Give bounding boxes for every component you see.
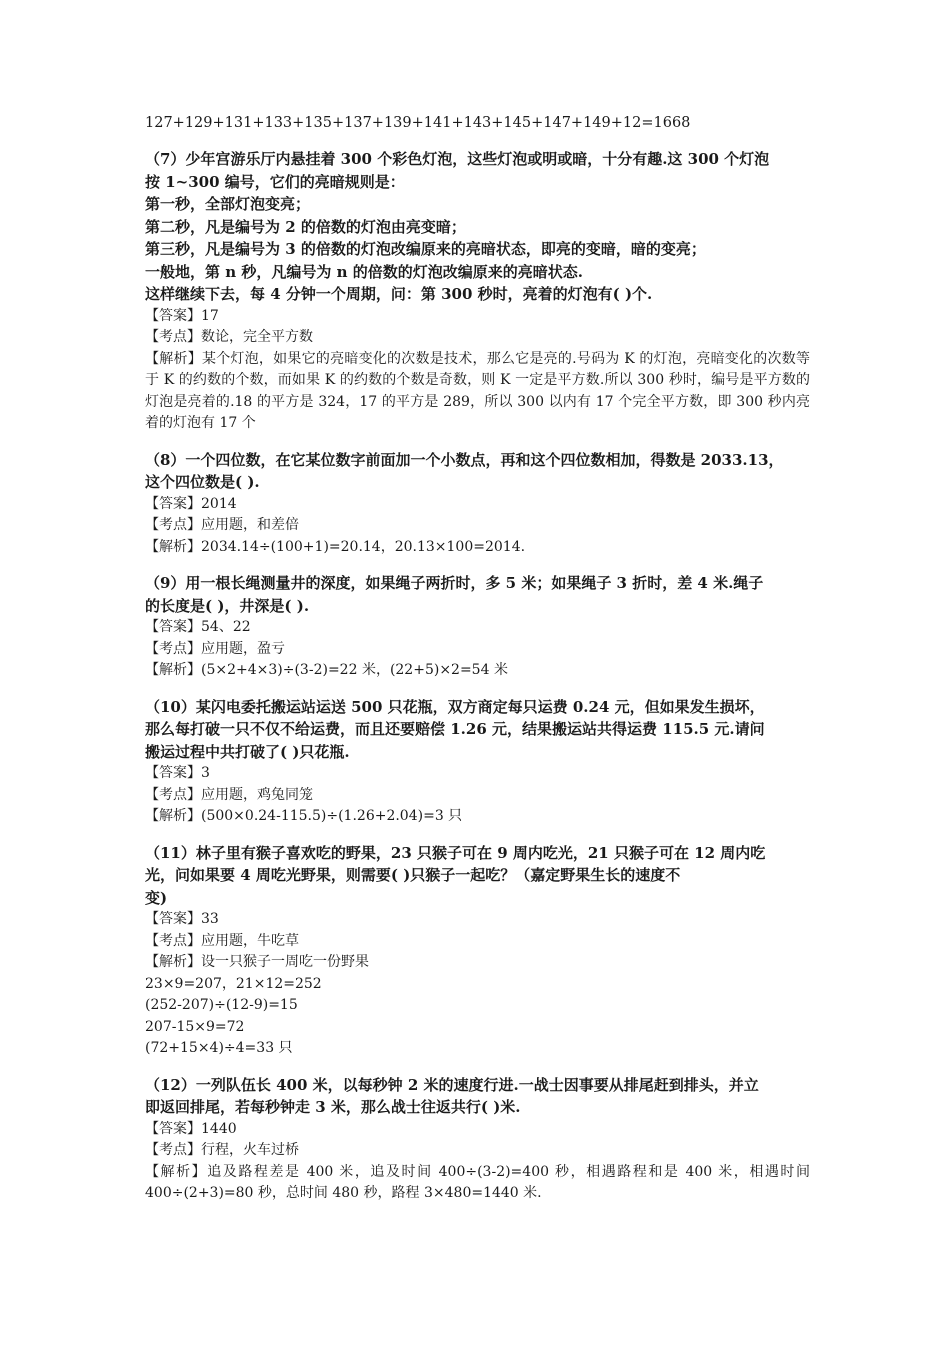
question-11-calc-1: 23×9=207，21×12=252 [145,975,322,992]
question-8-answer: 【答案】2014 [145,495,237,512]
question-12-point: 【考点】行程，火车过桥 [145,1142,299,1158]
question-7-line-3: 第一秒，全部灯泡变亮； [145,195,311,213]
question-10-line-3: 搬运过程中共打破了( )只花瓶. [145,742,350,761]
question-10 [145,696,810,828]
question-9 [145,572,810,682]
question-7-answer: 【答案】17 [145,307,219,324]
question-12-line-2: 即返回排尾，若每秒钟走 3 米，那么战士往返共行( )米. [145,1098,521,1116]
question-7 [145,148,810,435]
question-11-analysis: 【解析】设一只猴子一周吃一份野果 [145,954,369,970]
question-10-line-1: （10）某闪电委托搬运站运送 500 只花瓶，双方商定每只运费 0.24 元，但如果发生损坏， [145,697,765,716]
question-10-answer: 【答案】3 [145,765,210,781]
question-12-answer: 【答案】1440 [145,1120,237,1137]
question-12 [145,1074,810,1205]
question-7-line-6: 一般地，第 n 秒，凡编号为 n 的倍数的灯泡改编原来的亮暗状态. [145,262,583,281]
question-7-analysis: 【解析】某个灯泡，如果它的亮暗变化的次数是技术，那么它是亮的.号码为 K 的灯泡，亮暗变化的次数等于 K 的约数的个数，而如果 K 的约数的个数是奇数，则 K 一定是平方数.所以 300 秒时，编号是平方数的灯泡是亮着的.18 的平方是 324，17 的平方是 289，所以 300 以内有 17 个完全平方数，即 300 秒内亮着的灯泡有 17 个 [145,350,810,431]
question-8-point: 【考点】应用题，和差倍 [145,517,299,533]
question-12-analysis: 【解析】追及路程差是 400 米，追及时间 400÷(3-2)=400 秒，相遇路程和是 400 米，相遇时间 400÷(2+3)=80 秒，总时间 480 秒，路程 3×480=1440 米. [145,1163,810,1201]
question-11 [145,842,810,1060]
question-11-calc-3: 207-15×9=72 [145,1018,245,1035]
question-11-line-2: 光，问如果要 4 周吃光野果，则需要( )只猴子一起吃？（嘉定野果生长的速度不 [145,866,681,884]
question-8-line-1: （8）一个四位数，在它某位数字前面加一个小数点，再和这个四位数相加，得数是 2033.13， [145,450,784,469]
question-7-line-7: 这样继续下去，每 4 分钟一个周期，问：第 300 秒时，亮着的灯泡有( )个. [145,285,653,303]
question-7-line-4: 第二秒，凡是编号为 2 的倍数的灯泡由亮变暗； [145,217,466,236]
question-7-line-2: 按 1~300 编号，它们的亮暗规则是： [145,172,405,191]
question-11-line-1: （11）林子里有猴子喜欢吃的野果，23 只猴子可在 9 周内吃光，21 只猴子可在 12 周内吃 [145,843,766,862]
question-8-analysis: 【解析】2034.14÷(100+1)=20.14，20.13×100=2014. [145,538,526,555]
document-page [145,112,810,1205]
question-11-point: 【考点】应用题，牛吃草 [145,932,299,949]
question-10-analysis: 【解析】(500×0.24-115.5)÷(1.26+2.04)=3 只 [145,808,463,824]
question-11-calc-4: (72+15×4)÷4=33 只 [145,1040,293,1056]
question-7-point: 【考点】数论，完全平方数 [145,329,313,345]
question-11-calc-2: (252-207)÷(12-9)=15 [145,997,298,1013]
question-9-analysis: 【解析】(5×2+4×3)÷(3-2)=22 米，(22+5)×2=54 米 [145,662,508,678]
question-9-line-1: （9）用一根长绳测量井的深度，如果绳子两折时，多 5 米；如果绳子 3 折时，差 4 米.绳子 [145,574,764,592]
question-7-line-1: （7）少年宫游乐厅内悬挂着 300 个彩色灯泡，这些灯泡或明或暗，十分有趣.这 300 个灯泡 [145,150,770,168]
question-8-line-2: 这个四位数是( ). [145,473,260,491]
question-12-line-1: （12）一列队伍长 400 米，以每秒钟 2 米的速度行进.一战士因事要从排尾赶到排头，并立 [145,1075,759,1094]
question-11-answer: 【答案】33 [145,911,219,927]
question-8 [145,449,810,559]
question-7-line-5: 第三秒，凡是编号为 3 的倍数的灯泡改编原来的亮暗状态，即亮的变暗，暗的变亮； [145,240,706,258]
question-11-line-3: 变) [145,888,168,907]
question-9-point: 【考点】应用题，盈亏 [145,640,285,657]
question-9-line-2: 的长度是( )，井深是( ). [145,596,310,615]
question-9-answer: 【答案】54、22 [145,619,251,635]
question-10-point: 【考点】应用题，鸡兔同笼 [145,786,313,803]
question-10-line-2: 那么每打破一只不仅不给运费，而且还要赔偿 1.26 元，结果搬运站共得运费 115.5 元.请问 [145,720,765,738]
continuation-calculation: 127+129+131+133+135+137+139+141+143+145+147+149+12=1668 [145,115,691,131]
